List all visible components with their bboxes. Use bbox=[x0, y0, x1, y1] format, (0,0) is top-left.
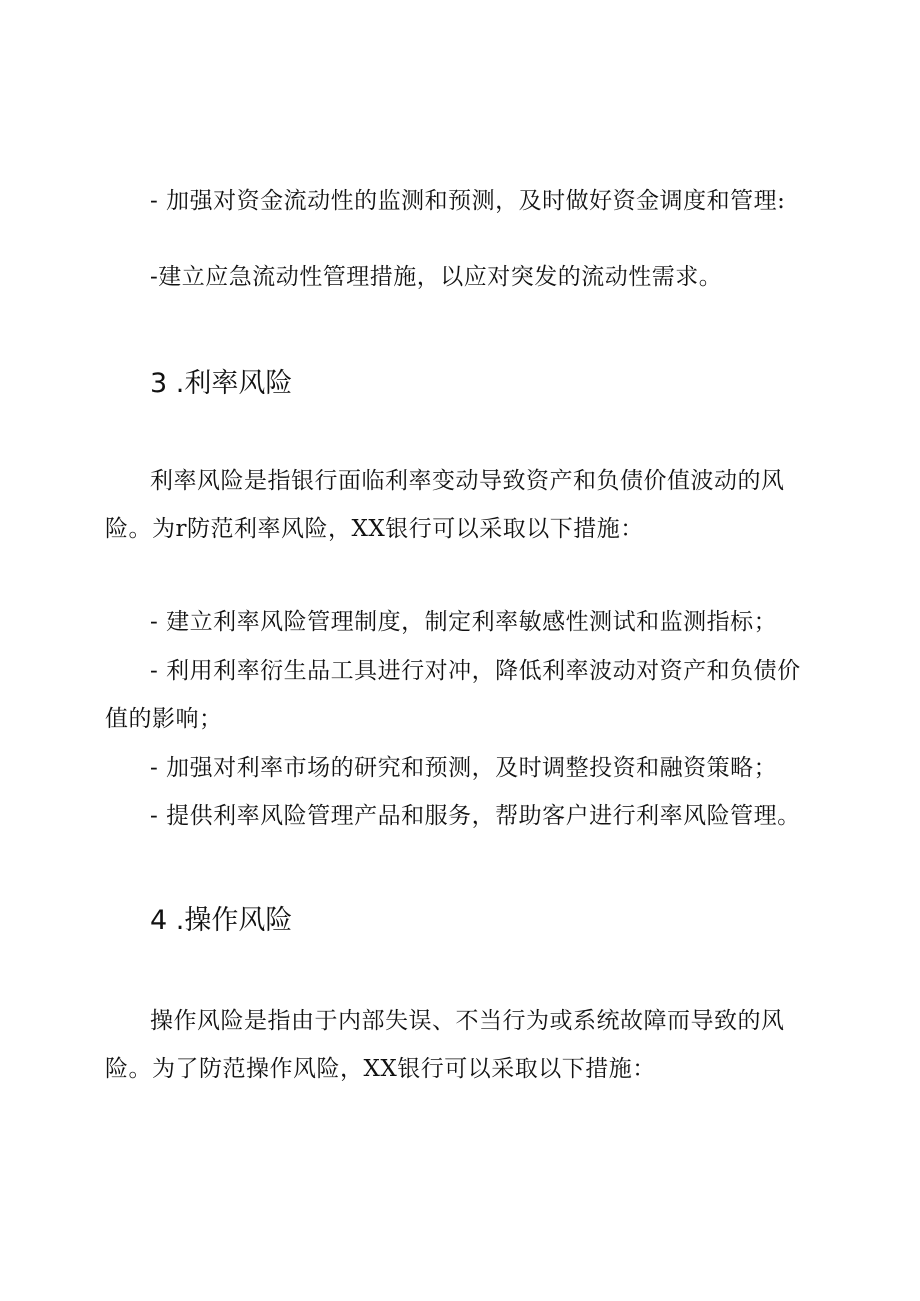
section-3-measure-item-continued: 值的影响； bbox=[105, 706, 223, 732]
liquidity-measure-item: - 加强对资金流动性的监测和预测，及时做好资金调度和管理: bbox=[150, 188, 786, 214]
section-3-measure-item: - 建立利率风险管理制度，制定利率敏感性测试和监测指标； bbox=[150, 609, 778, 635]
section-3-measure-item: - 加强对利率市场的研究和预测，及时调整投资和融资策略； bbox=[150, 755, 778, 781]
section-4-heading: 4 .操作风险 bbox=[150, 905, 293, 936]
liquidity-measure-item: -建立应急流动性管理措施，以应对突发的流动性需求。 bbox=[150, 264, 723, 290]
section-4-intro-line: 险。为了防范操作风险，XX银行可以采取以下措施： bbox=[105, 1056, 656, 1082]
section-3-measure-item: - 利用利率衍生品工具进行对冲，降低利率波动对资产和负债价 bbox=[150, 658, 801, 684]
section-3-intro-line: 险。为r防范利率风险，XX银行可以采取以下措施： bbox=[105, 516, 644, 542]
section-4-intro-line: 操作风险是指由于内部失误、不当行为或系统故障而导致的风 bbox=[150, 1008, 785, 1034]
section-3-heading: 3 .利率风险 bbox=[150, 368, 293, 399]
section-3-intro-line: 利率风险是指银行面临利率变动导致资产和负债价值波动的风 bbox=[150, 468, 785, 494]
section-3-measure-item: - 提供利率风险管理产品和服务，帮助客户进行利率风险管理。 bbox=[150, 803, 801, 829]
